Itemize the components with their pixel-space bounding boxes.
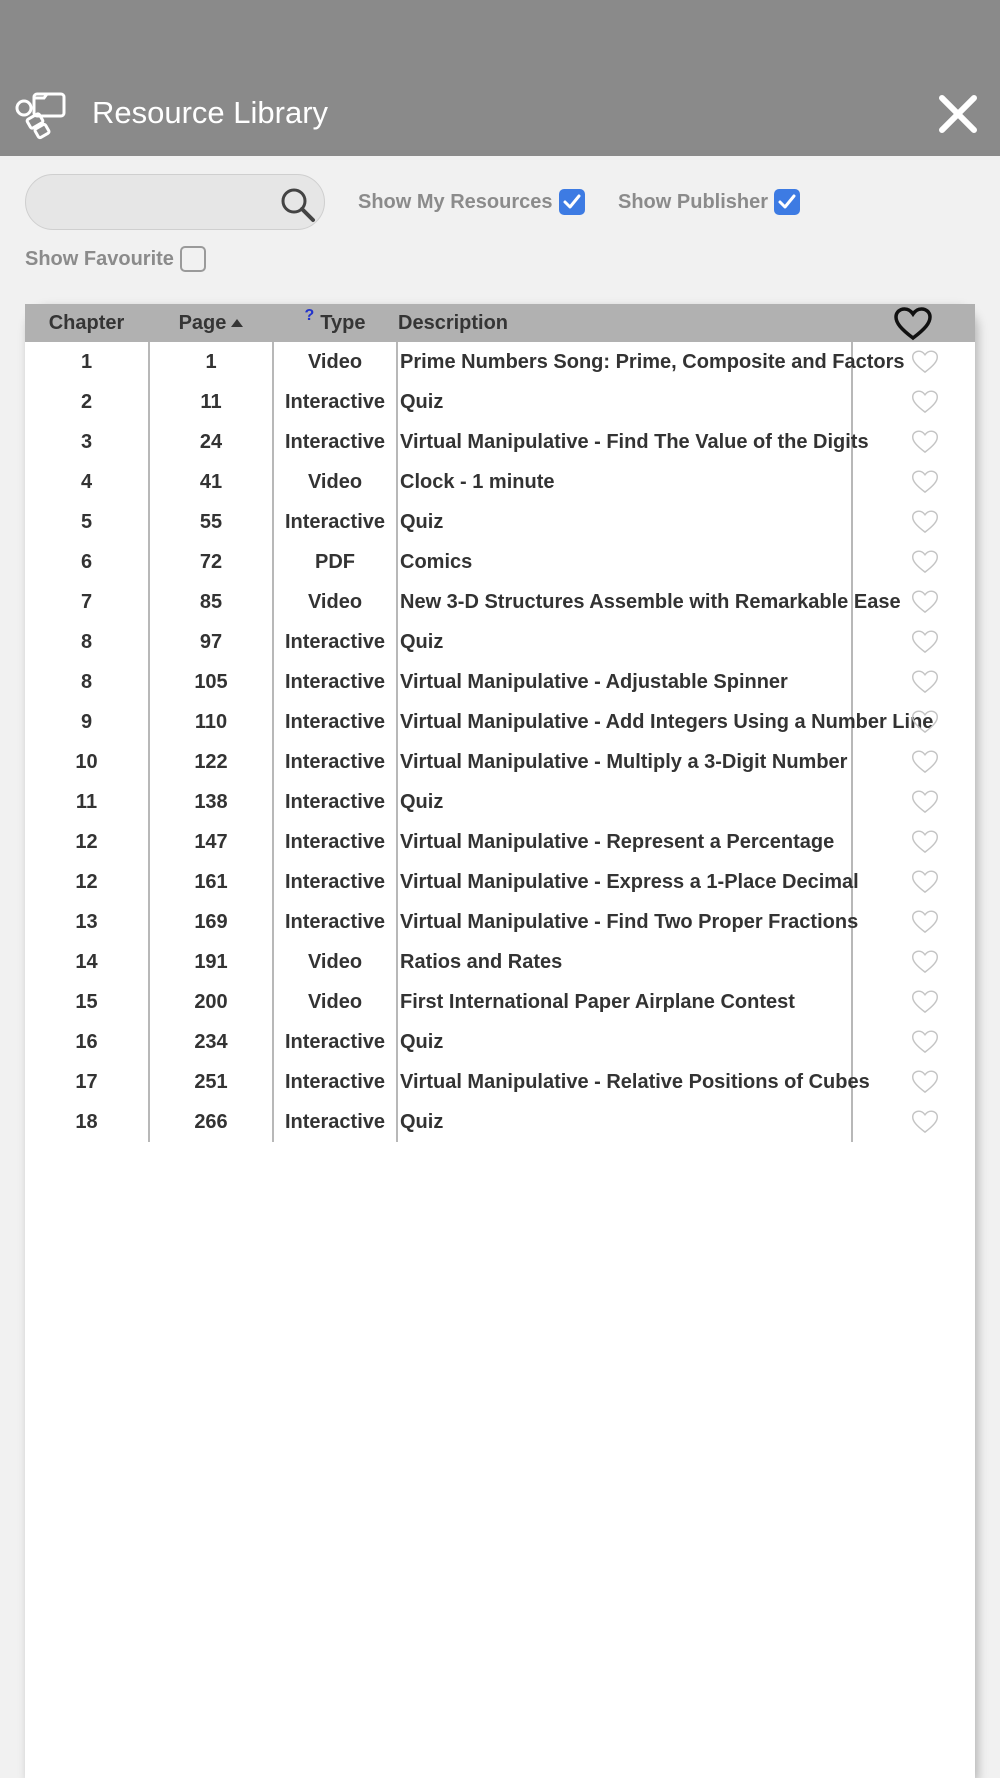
column-header-page[interactable] — [150, 304, 272, 342]
cell-description[interactable]: Virtual Manipulative - Adjustable Spinner — [400, 671, 788, 693]
table-row[interactable] — [25, 622, 975, 662]
cell-type: Interactive — [284, 750, 386, 773]
show-my-resources-checkbox[interactable] — [559, 189, 585, 215]
table-row[interactable] — [25, 382, 975, 422]
column-header-type[interactable] — [274, 304, 396, 342]
cell-description[interactable]: Virtual Manipulative - Add Integers Using a Number Line — [400, 711, 934, 733]
cell-type: Interactive — [284, 870, 386, 893]
cell-type: Interactive — [284, 670, 386, 693]
title-bar — [0, 0, 1000, 156]
cell-description[interactable]: New 3-D Structures Assemble with Remarkable Ease — [400, 591, 901, 613]
table-row[interactable] — [25, 942, 975, 982]
favourite-heart-icon[interactable] — [875, 582, 975, 622]
cell-chapter: 11 — [75, 790, 98, 813]
cell-description[interactable]: Quiz — [400, 391, 444, 413]
table-row[interactable] — [25, 1102, 975, 1142]
table-row[interactable] — [25, 862, 975, 902]
favourite-heart-icon[interactable] — [875, 382, 975, 422]
favourite-heart-icon[interactable] — [875, 502, 975, 542]
table-row[interactable] — [25, 582, 975, 622]
cell-page: 122 — [194, 750, 228, 773]
close-icon[interactable] — [936, 92, 980, 136]
cell-chapter: 4 — [80, 470, 93, 493]
cell-page: 97 — [199, 630, 223, 653]
favourite-heart-icon[interactable] — [875, 462, 975, 502]
favourite-heart-icon[interactable] — [875, 662, 975, 702]
cell-type: Interactive — [284, 1070, 386, 1093]
favourite-heart-icon[interactable] — [875, 1022, 975, 1062]
favourite-heart-icon[interactable] — [875, 422, 975, 462]
cell-description[interactable]: Virtual Manipulative - Find Two Proper Fractions — [400, 911, 859, 933]
cell-chapter: 16 — [75, 1030, 98, 1053]
resource-table — [25, 304, 975, 1778]
show-my-resources-label: Show My Resources — [358, 190, 553, 213]
checkmark-icon — [777, 192, 797, 212]
favourite-heart-icon[interactable] — [875, 902, 975, 942]
cell-page: 110 — [194, 710, 228, 733]
cell-description[interactable]: Prime Numbers Song: Prime, Composite and Factors — [400, 351, 905, 373]
cell-chapter: 2 — [80, 390, 93, 413]
show-favourite-option[interactable] — [25, 246, 206, 272]
search-icon[interactable] — [278, 185, 318, 225]
heart-icon[interactable] — [893, 306, 933, 342]
cell-type: Interactive — [284, 630, 386, 653]
table-row[interactable] — [25, 902, 975, 942]
cell-type: Video — [307, 950, 363, 973]
cell-chapter: 8 — [80, 630, 93, 653]
table-row[interactable] — [25, 1062, 975, 1102]
favourite-heart-icon[interactable] — [875, 942, 975, 982]
cell-page: 266 — [194, 1110, 228, 1133]
cell-type: Video — [307, 990, 363, 1013]
cell-description[interactable]: Quiz — [400, 1111, 444, 1133]
favourite-heart-icon[interactable] — [875, 542, 975, 582]
cell-page: 251 — [194, 1070, 228, 1093]
favourite-heart-icon[interactable] — [875, 342, 975, 382]
table-row[interactable] — [25, 822, 975, 862]
show-publisher-checkbox[interactable] — [774, 189, 800, 215]
cell-type: Interactive — [284, 1030, 386, 1053]
cell-page: 72 — [199, 550, 223, 573]
cell-type: Interactive — [284, 910, 386, 933]
cell-chapter: 10 — [75, 750, 98, 773]
cell-page: 138 — [194, 790, 228, 813]
cell-description[interactable]: Virtual Manipulative - Multiply a 3-Digit Number — [400, 751, 848, 773]
show-my-resources-option[interactable] — [358, 189, 585, 215]
sort-ascending-icon — [231, 319, 243, 327]
cell-description[interactable]: Ratios and Rates — [400, 951, 563, 973]
table-row[interactable] — [25, 462, 975, 502]
cell-page: 11 — [200, 390, 222, 413]
favourite-heart-icon[interactable] — [875, 1062, 975, 1102]
table-row[interactable] — [25, 422, 975, 462]
cell-page: 41 — [199, 470, 223, 493]
type-help-icon[interactable]: ? — [304, 307, 315, 324]
table-row[interactable] — [25, 702, 975, 742]
cell-type: PDF — [315, 550, 355, 573]
cell-page: 55 — [199, 510, 223, 533]
cell-chapter: 15 — [75, 990, 98, 1013]
cell-chapter: 13 — [75, 910, 98, 933]
cell-type: Video — [307, 590, 363, 613]
favourite-heart-icon[interactable] — [875, 982, 975, 1022]
cell-description[interactable]: Quiz — [400, 631, 444, 653]
table-header — [25, 304, 975, 342]
cell-page: 1 — [205, 350, 217, 373]
cell-chapter: 18 — [75, 1110, 98, 1133]
table-row[interactable] — [25, 982, 975, 1022]
show-publisher-option[interactable] — [618, 189, 800, 215]
table-row[interactable] — [25, 1022, 975, 1062]
cell-chapter: 9 — [80, 710, 93, 733]
table-row[interactable] — [25, 502, 975, 542]
column-description-label: Description — [398, 311, 509, 334]
table-row[interactable] — [25, 542, 975, 582]
cell-page: 169 — [194, 910, 228, 933]
column-header-description[interactable] — [398, 304, 868, 342]
cell-chapter: 5 — [80, 510, 93, 533]
favourite-heart-icon[interactable] — [875, 782, 975, 822]
page-title: Resource Library — [92, 95, 329, 130]
cell-chapter: 8 — [80, 670, 93, 693]
cell-description[interactable]: Quiz — [400, 1031, 444, 1053]
favourite-heart-icon[interactable] — [875, 742, 975, 782]
cell-description[interactable]: Quiz — [400, 511, 444, 533]
favourite-heart-icon[interactable] — [875, 622, 975, 662]
cell-chapter: 17 — [75, 1070, 98, 1093]
cell-description[interactable]: Virtual Manipulative - Represent a Percentage — [400, 831, 835, 853]
cell-chapter: 14 — [75, 950, 98, 973]
search-box[interactable] — [25, 174, 325, 230]
show-favourite-label: Show Favourite — [25, 247, 174, 270]
resource-library-icon — [14, 90, 68, 140]
favourite-heart-icon[interactable] — [875, 822, 975, 862]
cell-page: 85 — [199, 590, 223, 613]
column-page-label: Page — [178, 311, 227, 334]
table-row[interactable] — [25, 782, 975, 822]
cell-type: Video — [307, 470, 363, 493]
cell-description[interactable]: First International Paper Airplane Contest — [400, 991, 795, 1013]
cell-chapter: 12 — [75, 870, 98, 893]
cell-page: 105 — [194, 670, 228, 693]
cell-page: 147 — [194, 830, 228, 853]
cell-type: Video — [307, 350, 363, 373]
cell-type: Interactive — [284, 710, 386, 733]
favourite-heart-icon[interactable] — [875, 702, 975, 742]
cell-type: Interactive — [284, 790, 386, 813]
cell-type: Interactive — [284, 1110, 386, 1133]
table-row[interactable] — [25, 662, 975, 702]
cell-type: Interactive — [284, 390, 386, 413]
cell-page: 191 — [194, 950, 228, 973]
favourite-heart-icon[interactable] — [875, 862, 975, 902]
table-row[interactable] — [25, 742, 975, 782]
cell-chapter: 6 — [80, 550, 93, 573]
cell-description[interactable]: Clock - 1 minute — [400, 471, 555, 493]
cell-chapter: 3 — [80, 430, 93, 453]
show-favourite-checkbox[interactable] — [180, 246, 206, 272]
table-body — [25, 342, 975, 1142]
cell-description[interactable]: Virtual Manipulative - Find The Value of the Digits — [400, 431, 869, 453]
cell-page: 161 — [194, 870, 228, 893]
cell-page: 234 — [194, 1030, 228, 1053]
cell-chapter: 7 — [80, 590, 93, 613]
cell-chapter: 1 — [80, 350, 93, 373]
cell-description[interactable]: Quiz — [400, 791, 444, 813]
show-publisher-label: Show Publisher — [618, 190, 769, 213]
cell-page: 24 — [199, 430, 223, 453]
checkmark-icon — [562, 192, 582, 212]
cell-type: Interactive — [284, 510, 386, 533]
column-header-chapter[interactable] — [25, 304, 148, 342]
table-row[interactable] — [25, 342, 975, 382]
cell-chapter: 12 — [75, 830, 98, 853]
favourite-heart-icon[interactable] — [875, 1102, 975, 1142]
cell-type: Interactive — [284, 430, 386, 453]
cell-description[interactable]: Comics — [400, 551, 473, 573]
cell-page: 200 — [194, 990, 228, 1013]
cell-type: Interactive — [284, 830, 386, 853]
column-chapter-label: Chapter — [48, 311, 125, 334]
cell-description[interactable]: Virtual Manipulative - Express a 1-Place Decimal — [400, 871, 859, 893]
search-input[interactable] — [46, 185, 276, 221]
cell-description[interactable]: Virtual Manipulative - Relative Positions of Cubes — [400, 1071, 870, 1093]
column-type-label: Type — [320, 311, 366, 334]
